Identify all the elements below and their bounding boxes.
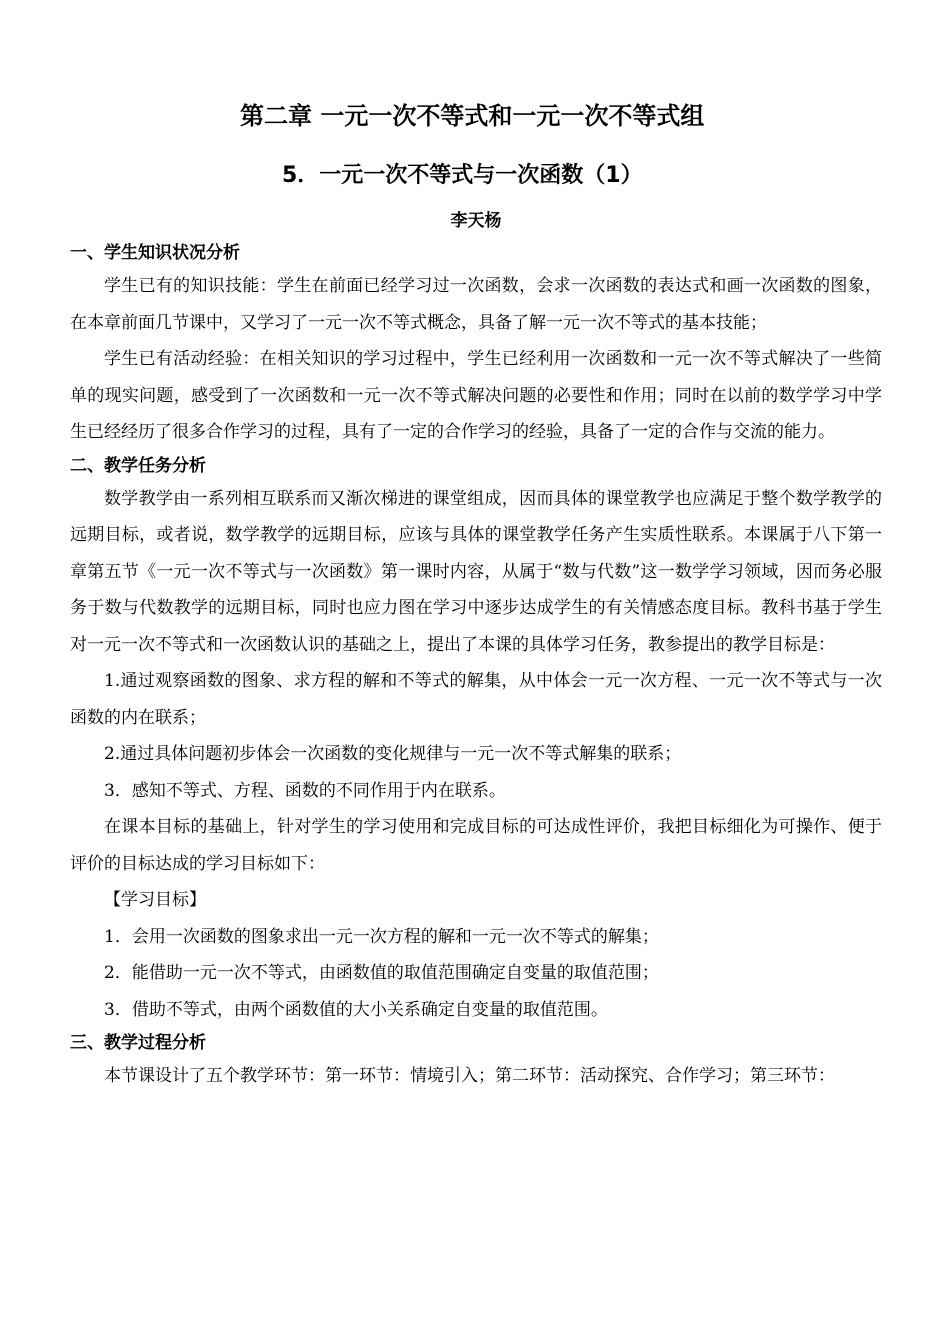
paragraph: 数学教学由一系列相互联系而又渐次梯进的课堂组成，因而具体的课堂教学也应满足于整个数学教学的远期目标，或者说，数学教学的远期目标，应该与具体的课堂教学任务产生实质性联系。本课属于八下第一章第五节《一元一次不等式与一次函数》第一课时内容，从属于“数与代数”这一数学学习领域，因而务必服务于数与代数教学的远期目标，同时也应力图在学习中逐步达成学生的有关情感态度目标。教科书基于学生对一元一次不等式和一次函数认识的基础之上，提出了本课的具体学习任务，教参提出的教学目标是： [70, 488, 882, 655]
teaching-goal-item: 2.通过具体问题初步体会一次函数的变化规律与一元一次不等式解集的联系； [104, 744, 682, 764]
section-student-analysis [70, 238, 882, 451]
author-name: 李天杨 [450, 211, 502, 231]
objective-item: 3．借助不等式，由两个函数值的大小关系确定自变量的取值范围。 [104, 999, 608, 1020]
section-title: 5．一元一次不等式与一次函数（1） [282, 163, 643, 188]
paragraph: 本节课设计了五个教学环节：第一环节：情境引入；第二环节：活动探究、合作学习；第三环节： [104, 1066, 835, 1086]
paragraph: 学生已有活动经验：在相关知识的学习过程中，学生已经利用一次函数和一元一次不等式解决了一些简单的现实问题，感受到了一次函数和一元一次不等式解决问题的必要性和作用；同时在以前的数学学习中学生已经经历了很多合作学习的过程，具有了一定的合作学习的经验，具备了一定的合作与交流的能力。 [70, 349, 882, 442]
objectives-label: 【学习目标】 [104, 890, 206, 910]
section-task-analysis [70, 451, 882, 1029]
objective-item: 1．会用一次函数的图象求出一元一次方程的解和一元一次不等式的解集； [104, 926, 659, 947]
section-heading: 三、教学过程分析 [70, 1033, 206, 1053]
chapter-title: 第二章 一元一次不等式和一元一次不等式组 [240, 102, 705, 130]
paragraph: 在课本目标的基础上，针对学生的学习使用和完成目标的可达成性评价，我把目标细化为可操作、便于评价的目标达成的学习目标如下： [70, 817, 882, 874]
teaching-goal-item: 1.通过观察函数的图象、求方程的解和不等式的解集，从中体会一元一次方程、一元一次不等式与一次函数的内在联系； [70, 671, 882, 728]
paragraph: 学生已有的知识技能：学生在前面已经学习过一次函数，会求一次函数的表达式和画一次函数的图象，在本章前面几节课中，又学习了一元一次不等式概念，具备了解一元一次不等式的基本技能； [70, 276, 882, 333]
document-page [70, 96, 882, 1095]
objective-item: 2．能借助一元一次不等式，由函数值的取值范围确定自变量的取值范围； [104, 963, 659, 983]
section-process-analysis [70, 1028, 882, 1095]
section-heading: 一、学生知识状况分析 [70, 243, 240, 263]
teaching-goal-item: 3．感知不等式、方程、函数的不同作用于内在联系。 [104, 780, 506, 801]
section-heading: 二、教学任务分析 [70, 455, 206, 476]
